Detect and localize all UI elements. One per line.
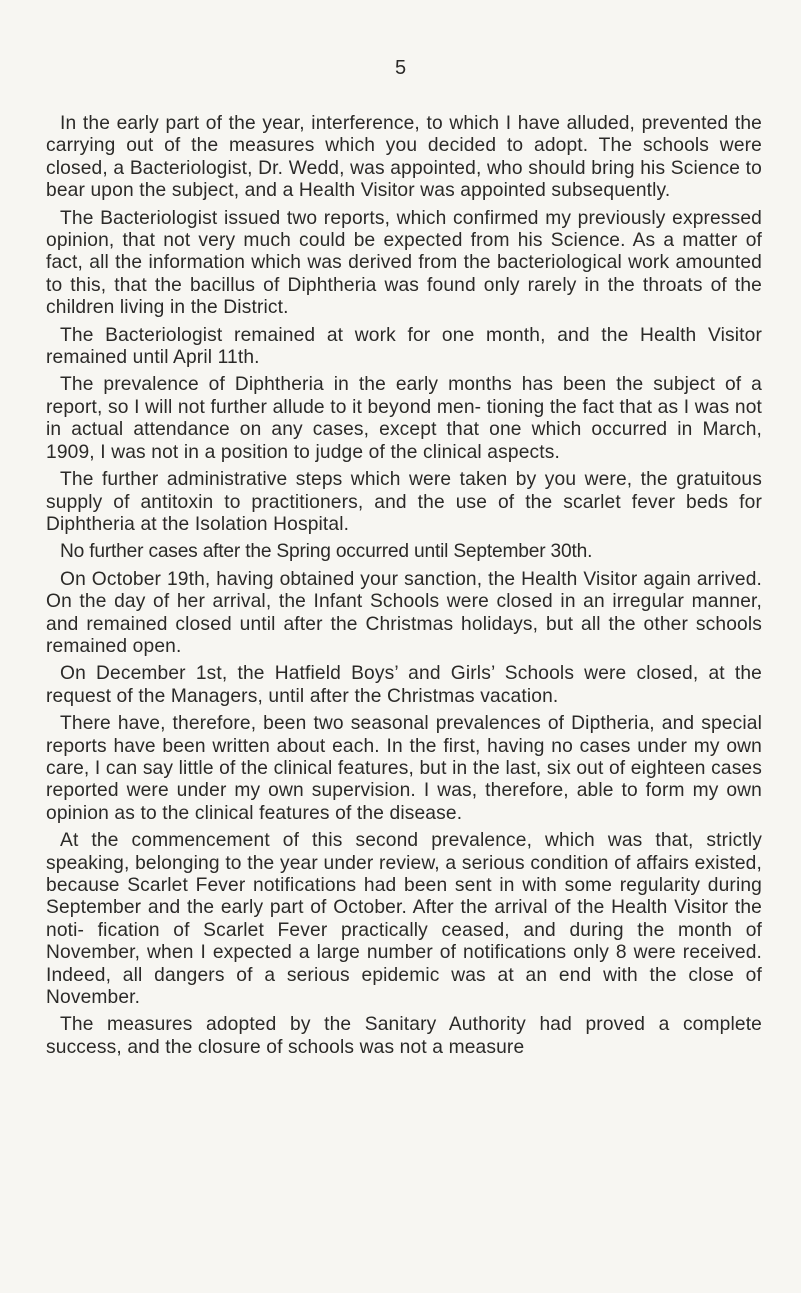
page-number: 5 — [394, 57, 407, 79]
paragraph: In the early part of the year, interference, to which I have alluded, prevented the carrying out of the measures which you decided to adopt. The schools were closed, a Bacteriologist, Dr. Wedd, was appointed, who should bring his Science to bear upon the subject, and a Health Visitor was appointed subsequently. — [46, 113, 762, 202]
paragraph: The Bacteriologist issued two reports, which confirmed my previously expressed opinion, that not very much could be expected from his Science. As a matter of fact, all the information which was derived from the bacteriological work amounted to this, that the bacillus of Diphtheria was found only rarely in the throats of the children living in the District. — [46, 207, 762, 319]
paragraph: The further administrative steps which were taken by you were, the gratuitous supply of antitoxin to practitioners, and the use of the scarlet fever beds for Diphtheria at the Isolation Hospital. — [46, 469, 762, 535]
paragraph: There have, therefore, been two seasonal prevalences of Diptheria, and special reports have been written about each. In the first, having no cases under my own care, I can say little of the clinical features, but in the last, six out of eighteen cases reported were under my own supervision. I was, therefore, able to form my own opinion as to the clinical features of the disease. — [46, 713, 762, 824]
paragraph: The measures adopted by the Sanitary Authority had proved a complete success, and the closure of schools was not a measure — [46, 1014, 762, 1058]
paragraph: No further cases after the Spring occurred until September 30th. — [60, 541, 593, 563]
paragraph: At the commencement of this second prevalence, which was that, strictly speaking, belonging to the year under review, a serious condition of affairs existed, because Scarlet Fever notifications had been sent in with some regularity during September and the early part of October. After the arrival of the Health Visitor the noti- fication of Scarlet Fever practically ceased, and during the month of November, when I expected a large number of notifications only 8 were received. Indeed, all dangers of a serious epidemic was at an end with the close of November. — [46, 830, 762, 1009]
paragraph: On December 1st, the Hatfield Boys’ and Girls’ Schools were closed, at the request of the Managers, until after the Christmas vacation. — [46, 663, 762, 707]
paragraph: The prevalence of Diphtheria in the early months has been the subject of a report, so I will not further allude to it beyond men- tioning the fact that as I was not in actual attendance on any cases, except that one which occurred in March, 1909, I was not in a position to judge of the clinical aspects. — [46, 374, 762, 463]
paragraph: On October 19th, having obtained your sanction, the Health Visitor again arrived. On the day of her arrival, the Infant Schools were closed in an irregular manner, and remained closed until after the Christmas holidays, but all the other schools remained open. — [46, 568, 762, 657]
body-text — [46, 113, 762, 1059]
paragraph: The Bacteriologist remained at work for one month, and the Health Visitor remained until April 11th. — [46, 324, 762, 369]
